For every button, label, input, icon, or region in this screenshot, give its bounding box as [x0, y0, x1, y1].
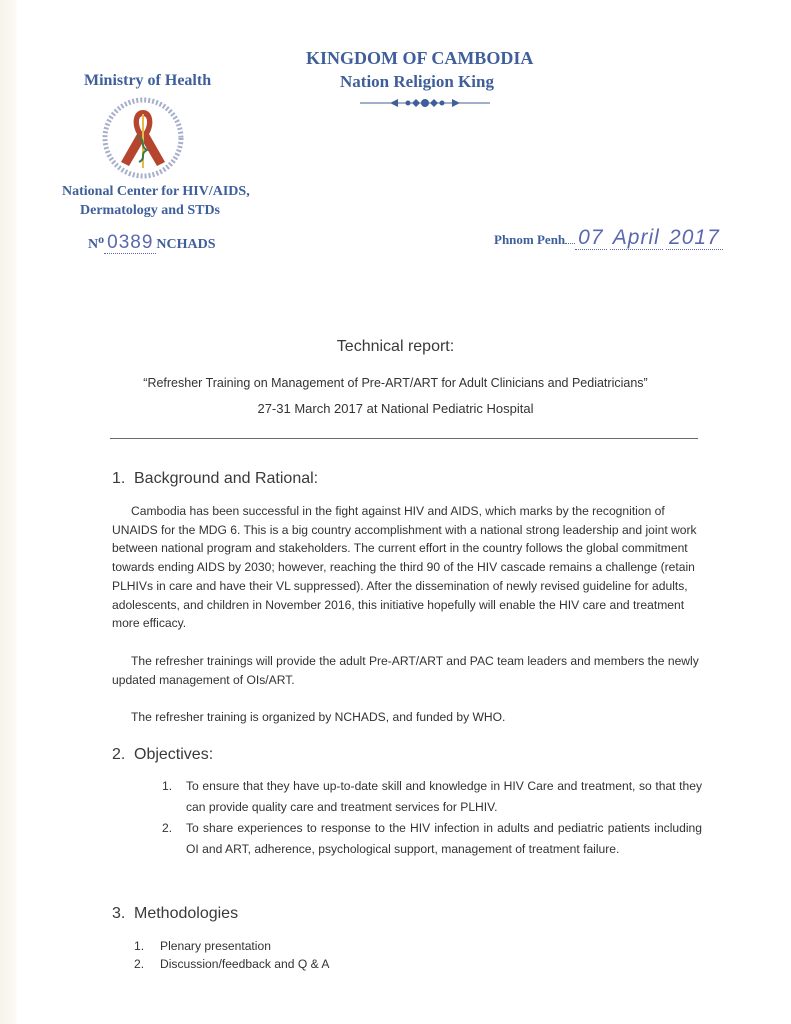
ribbon-emblem-icon: [101, 96, 185, 180]
ref-prefix-small: o: [98, 232, 105, 246]
scan-edge: [0, 0, 18, 1024]
title-divider: [110, 438, 698, 439]
objectives-list: [162, 776, 702, 860]
ministry-name: Ministry of Health: [84, 72, 212, 89]
list-item: 1. To ensure that they have up-to-date skill and knowledge in HIV Care and treatment, so that they can provide quality care and treatment services for PLHIV.: [162, 779, 702, 814]
kingdom-title: KINGDOM OF CAMBODIA: [306, 48, 534, 68]
list-item: 1. Plenary presentation: [134, 939, 271, 953]
center-name-line2: Dermatology and STDs: [80, 203, 221, 218]
report-title: Technical report:: [336, 338, 455, 355]
national-motto: Nation Religion King: [340, 72, 494, 91]
ref-number-handwritten: 0389: [104, 232, 156, 254]
place-date: [494, 226, 723, 250]
background-paragraph-2: The refresher trainings will provide the adult Pre-ART/ART and PAC team leaders and members the newly updated management of OIs/ART.: [112, 654, 699, 687]
background-paragraph-1: Cambodia has been successful in the fight against HIV and AIDS, which marks by the recognition of UNAIDS for the MDG 6. This is a big country accomplishment with a national strong leadership and joint work between national program and stakeholders. The current effort in the country follows the global commitment towards ending AIDS by 2030; however, reaching the third 90 of the HIV cascade remains a challenge (retain PLHIVs in care and have their VL suppressed). After the dissemination of newly revised guideline for adults, adolescents, and children in November 2016, this initiative hopefully will enable the HIV care and treatment more efficacy.: [112, 504, 697, 631]
ornament-divider-icon: [360, 96, 490, 110]
reference-number: [88, 232, 216, 254]
section-heading-methodologies: 3. Methodologies: [112, 905, 239, 922]
report-subtitle: “Refresher Training on Management of Pre-ART/ART for Adult Clinicians and Pediatricians”: [143, 376, 648, 390]
section-heading-objectives: 2. Objectives:: [112, 746, 214, 763]
ref-suffix: NCHADS: [156, 237, 216, 252]
report-dateline: 27-31 March 2017 at National Pediatric Hospital: [257, 401, 534, 416]
list-item: 2. Discussion/feedback and Q & A: [134, 957, 330, 971]
place-name: Phnom Penh: [494, 232, 566, 247]
ref-prefix: N: [88, 237, 99, 252]
date-month: April: [610, 226, 663, 250]
date-day: 07: [575, 226, 606, 250]
background-paragraph-3: The refresher training is organized by NCHADS, and funded by WHO.: [131, 710, 506, 724]
section-heading-background: 1. Background and Rational:: [112, 470, 319, 487]
list-item: 2. To share experiences to response to the HIV infection in adults and pediatric patients including OI and ART, adherence, psychological support, management of treatment failure.: [162, 821, 702, 856]
date-year: 2017: [666, 226, 723, 250]
center-name-line1: National Center for HIV/AIDS,: [62, 184, 250, 199]
methodologies-list: [134, 937, 329, 973]
